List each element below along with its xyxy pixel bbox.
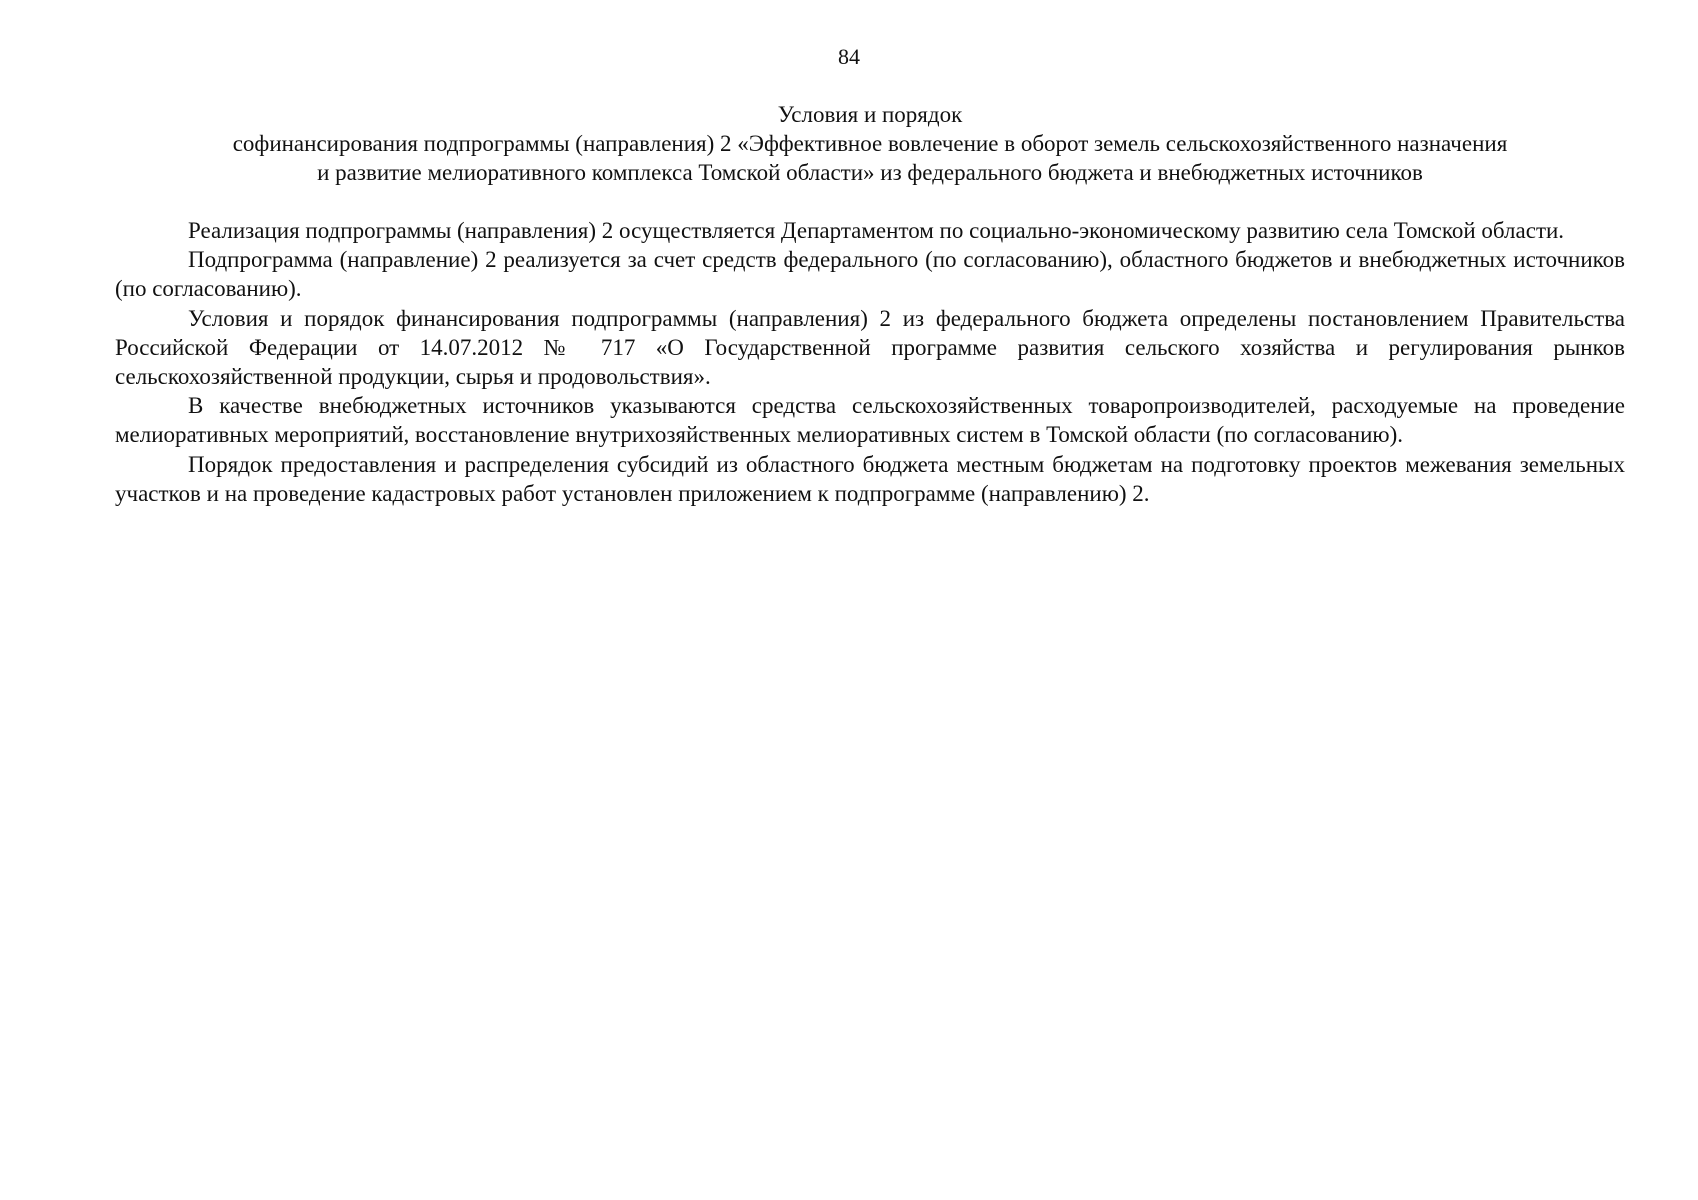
section-heading	[115, 100, 1625, 187]
heading-line-2: софинансирования подпрограммы (направления) 2 «Эффективное вовлечение в оборот земель сельскохозяйственного назначения	[232, 131, 1508, 156]
body-text	[115, 216, 1625, 508]
paragraph-5: Порядок предоставления и распределения субсидий из областного бюджета местным бюджетам на подготовку проектов межевания земельных участков и на проведение кадастровых работ установлен приложением к подпрограмме (направлению) 2.	[115, 451, 1625, 506]
heading-line-1: Условия и порядок	[777, 102, 963, 127]
page-number: 84	[838, 44, 860, 69]
paragraph-3: Условия и порядок финансирования подпрограммы (направления) 2 из федерального бюджета определены постановлением Правительства Российской Федерации от 14.07.2012 № 717 «О Государственной программе развития сельского хозяйства и регулирования рынков сельскохозяйственной продукции, сырья и продовольствия».	[115, 305, 1625, 390]
paragraph-1: Реализация подпрограммы (направления) 2 осуществляется Департаментом по социально-экономическому развитию села Томской области.	[188, 218, 1565, 243]
paragraph-4: В качестве внебюджетных источников указываются средства сельскохозяйственных товаропроизводителей, расходуемые на проведение мелиоративных мероприятий, восстановление внутрихозяйственных мелиоративных систем в Томской области (по согласованию).	[115, 393, 1625, 448]
heading-line-3: и развитие мелиоративного комплекса Томской области» из федерального бюджета и внебюджетных источников	[317, 160, 1423, 185]
paragraph-2: Подпрограмма (направление) 2 реализуется за счет средств федерального (по согласованию), областного бюджетов и внебюджетных источников (по согласованию).	[115, 247, 1625, 302]
